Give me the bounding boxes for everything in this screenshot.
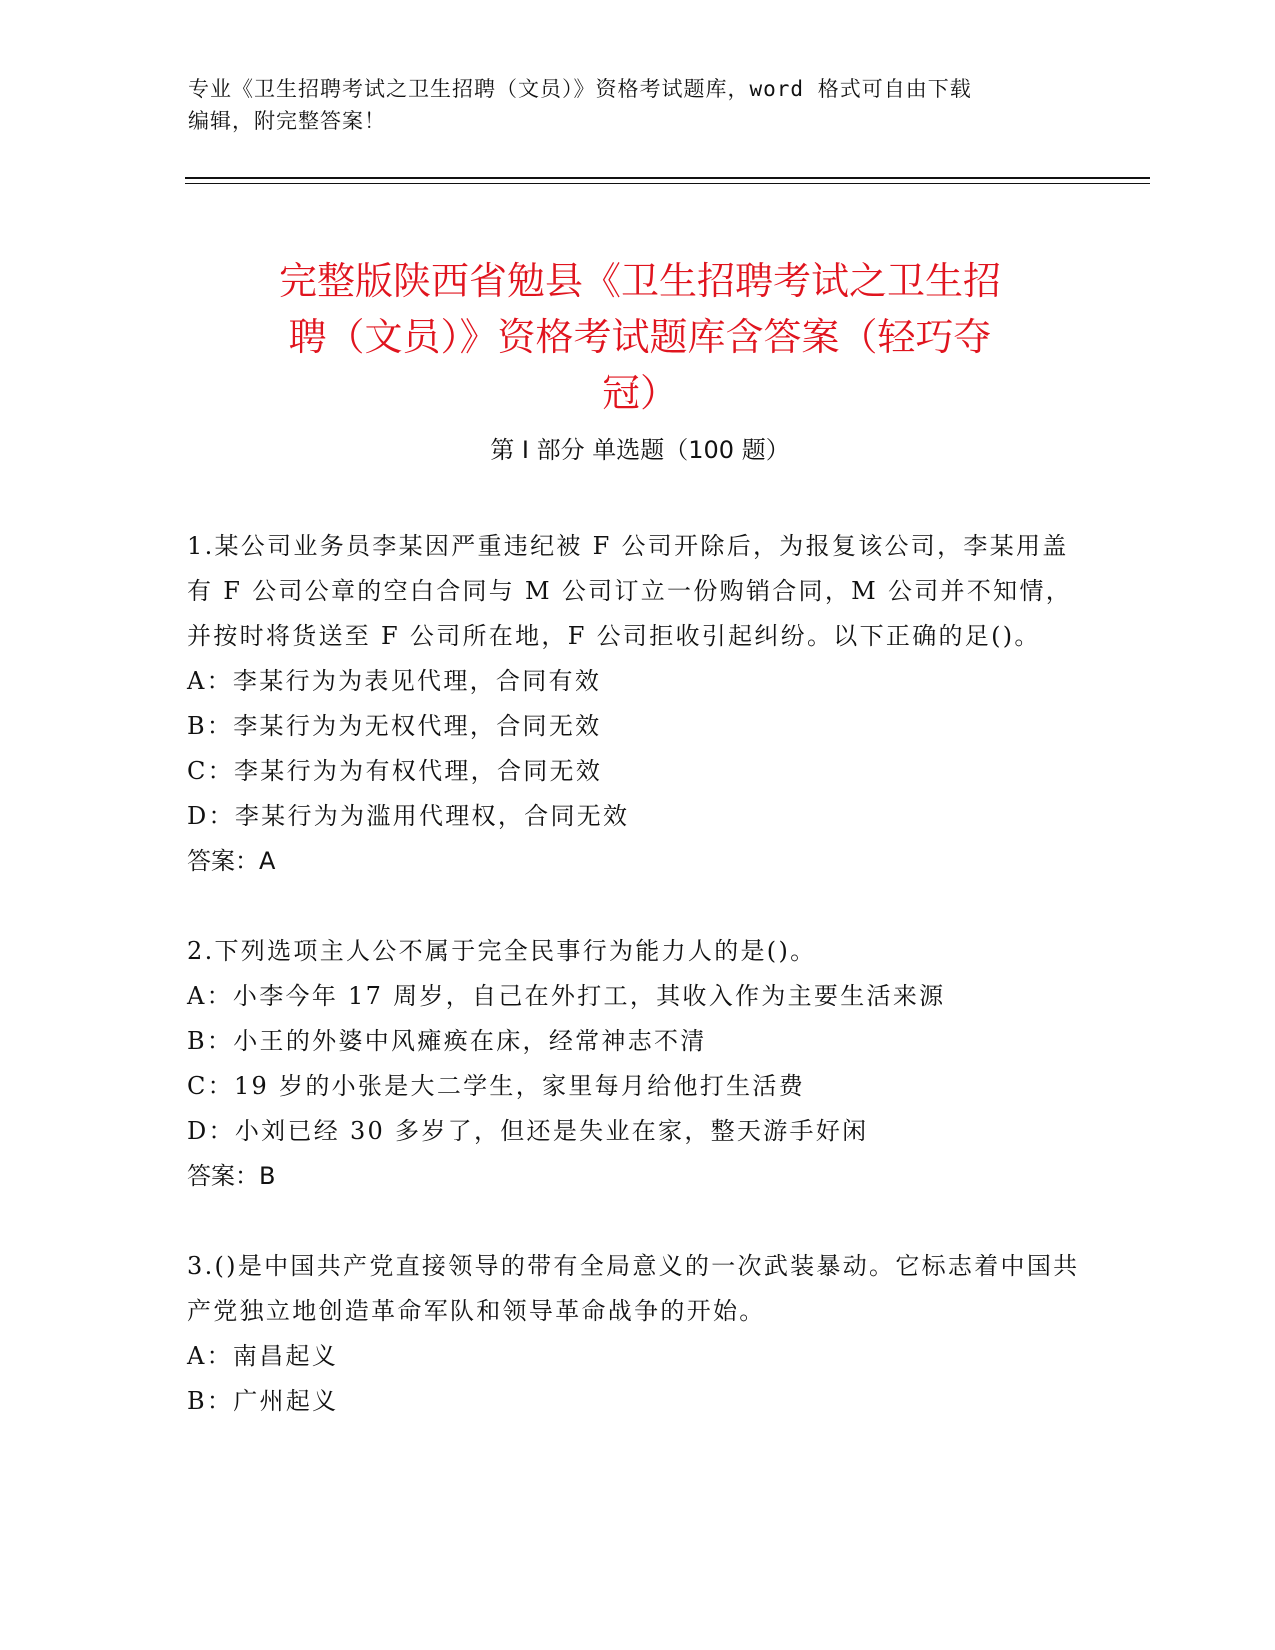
question-2 xyxy=(187,929,1087,1199)
option-b: B：小王的外婆中风瘫痪在床，经常神志不清 xyxy=(187,1027,707,1055)
section-heading: 第 I 部分 单选题（100 题） xyxy=(490,436,790,464)
header-note xyxy=(188,73,1088,137)
question-list xyxy=(187,524,1087,1469)
question-1 xyxy=(187,524,1087,884)
question-stem: 2.下列选项主人公不属于完全民事行为能力人的是()。 xyxy=(187,937,817,965)
option-c: C：19 岁的小张是大二学生，家里每月给他打生活费 xyxy=(187,1072,806,1100)
option-b: B：广州起义 xyxy=(187,1387,339,1415)
header-rule-thick xyxy=(185,177,1150,179)
header-note-line-2: 编辑，附完整答案！ xyxy=(188,109,386,133)
question-stem: 3.()是中国共产党直接领导的带有全局意义的一次武装暴动。它标志着中国共产党独立地创造革命军队和领导革命战争的开始。 xyxy=(187,1252,1080,1325)
option-c: C：李某行为为有权代理，合同无效 xyxy=(187,757,603,785)
option-a: A：南昌起义 xyxy=(187,1342,339,1370)
option-a: A：李某行为为表见代理，合同有效 xyxy=(187,667,602,695)
title-line-3: 冠） xyxy=(601,371,678,416)
option-d: D：小刘已经 30 多岁了，但还是失业在家，整天游手好闲 xyxy=(187,1117,869,1145)
option-a: A：小李今年 17 周岁，自己在外打工，其收入作为主要生活来源 xyxy=(187,982,946,1010)
title-line-2: 聘（文员）》资格考试题库含答案（轻巧夺 xyxy=(288,315,992,360)
answer: 答案：A xyxy=(187,847,276,875)
answer: 答案：B xyxy=(187,1162,276,1190)
question-3 xyxy=(187,1244,1087,1424)
document-title xyxy=(185,253,1095,421)
question-stem: 1.某公司业务员李某因严重违纪被 F 公司开除后，为报复该公司，李某用盖有 F 公司公章的空白合同与 M 公司订立一份购销合同，M 公司并不知情，并按时将货送至 F 公司所在地，F 公司拒收引起纠纷。以下正确的足()。 xyxy=(187,532,1073,650)
header-note-line-1: 专业《卫生招聘考试之卫生招聘（文员）》资格考试题库，word 格式可自由下载 xyxy=(188,77,972,101)
header-rule-thin xyxy=(185,183,1150,184)
option-d: D：李某行为为滥用代理权，合同无效 xyxy=(187,802,630,830)
title-line-1: 完整版陕西省勉县《卫生招聘考试之卫生招 xyxy=(278,259,1001,304)
option-b: B：李某行为为无权代理，合同无效 xyxy=(187,712,602,740)
